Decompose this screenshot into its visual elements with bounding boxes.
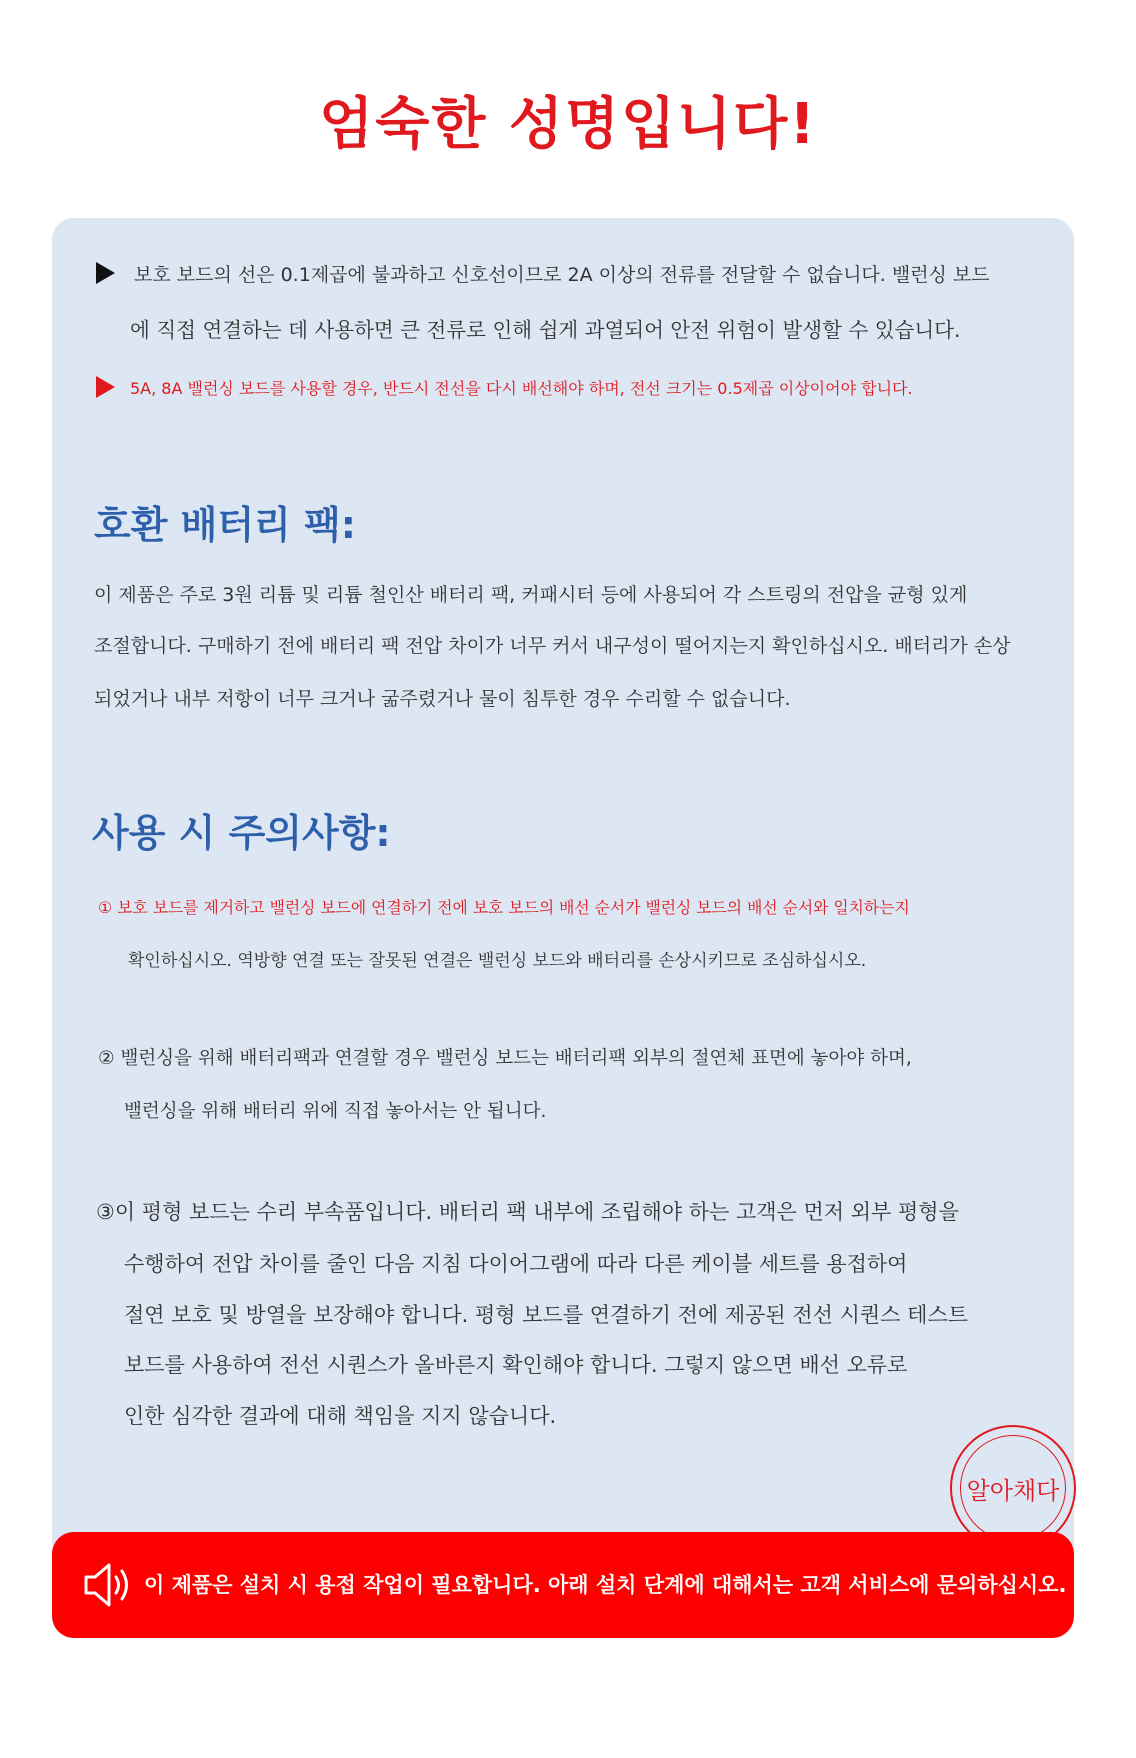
precaution-2-line-2: 밸런싱을 위해 배터리 위에 직접 놓아서는 안 됩니다. [124, 1101, 547, 1122]
banner-text: 이 제품은 설치 시 용접 작업이 필요합니다. 아래 설치 단계에 대해서는 고객 서비스에 문의하십시오. [144, 1573, 1067, 1597]
precautions-heading: 사용 시 주의사항: [92, 811, 391, 855]
precaution-3-line-4: 보드를 사용하여 전선 시퀀스가 올바른지 확인해야 합니다. 그렇지 않으면 배선 오류로 [124, 1353, 908, 1377]
precaution-3-line-3: 절연 보호 및 방열을 보장해야 합니다. 평형 보드를 연결하기 전에 제공된 전선 시퀀스 테스트 [124, 1303, 969, 1327]
page-title: 엄숙한 성명입니다! [319, 92, 817, 157]
compatible-line-2: 조절합니다. 구매하기 전에 배터리 팩 전압 차이가 너무 커서 내구성이 떨어지는지 확인하십시오. 배터리가 손상 [94, 635, 1011, 657]
compatible-line-1: 이 제품은 주로 3원 리튬 및 리튬 철인산 배터리 팩, 커패시터 등에 사용되어 각 스트링의 전압을 균형 있게 [94, 584, 968, 606]
precaution-3-line-1: ③이 평형 보드는 수리 부속품입니다. 배터리 팩 내부에 조립해야 하는 고객은 먼저 외부 평형을 [96, 1200, 959, 1224]
compatible-line-3: 되었거나 내부 저항이 너무 크거나 굶주렸거나 물이 침투한 경우 수리할 수 없습니다. [94, 688, 791, 710]
notice-1-line-2: 에 직접 연결하는 데 사용하면 큰 전류로 인해 쉽게 과열되어 안전 위험이 발생할 수 있습니다. [130, 318, 961, 342]
stamp-label: 알아채다 [966, 1477, 1060, 1505]
bullet-triangle-red-icon [96, 376, 115, 398]
notice-1-line-1: 보호 보드의 선은 0.1제곱에 불과하고 신호선이므로 2A 이상의 전류를 전달할 수 없습니다. 밸런싱 보드 [134, 264, 990, 286]
precaution-1-line-2: 확인하십시오. 역방향 연결 또는 잘못된 연결은 밸런싱 보드와 배터리를 손상시키므로 조심하십시오. [128, 951, 867, 971]
precaution-1-line-1: ① 보호 보드를 제거하고 밸런싱 보드에 연결하기 전에 보호 보드의 배선 순서가 밸런싱 보드의 배선 순서와 일치하는지 [98, 898, 910, 917]
bullet-triangle-icon [96, 262, 115, 284]
warning-banner [52, 1532, 1074, 1638]
notice-2-line-1: 5A, 8A 밸런싱 보드를 사용할 경우, 반드시 전선을 다시 배선해야 하며, 전선 크기는 0.5제곱 이상이어야 합니다. [130, 379, 913, 398]
compatible-heading: 호환 배터리 팩: [94, 503, 356, 547]
precaution-2-line-1: ② 밸런싱을 위해 배터리팩과 연결할 경우 밸런싱 보드는 배터리팩 외부의 절연체 표면에 놓아야 하며, [98, 1048, 912, 1069]
speaker-icon [82, 1560, 134, 1610]
precaution-3-line-2: 수행하여 전압 차이를 줄인 다음 지침 다이어그램에 따라 다른 케이블 세트를 용접하여 [124, 1252, 908, 1276]
precaution-3-line-5: 인한 심각한 결과에 대해 책임을 지지 않습니다. [124, 1404, 557, 1428]
